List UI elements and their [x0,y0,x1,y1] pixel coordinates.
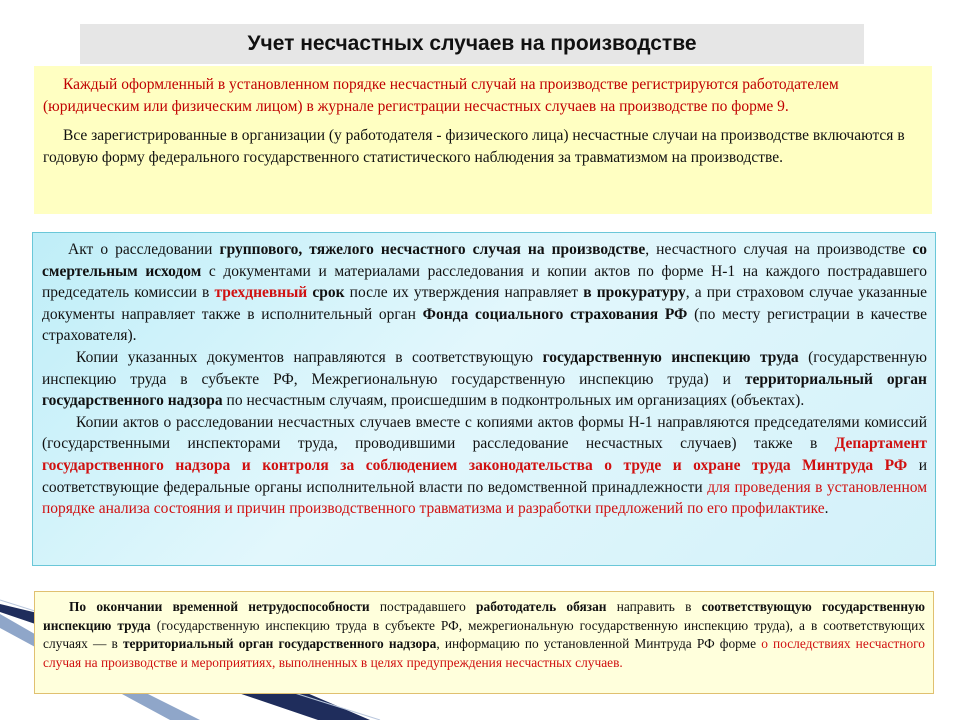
text-run-bold-red: трехдневный [214,284,308,302]
text-run: и соответствующие федеральные органы исполнительной власти по ведомственной принадлежности [42,456,927,496]
text-run: направить в [606,599,702,614]
text-run: после их утверждения направляет [344,284,584,302]
text-run-bold: в прокуратуру [583,284,686,302]
text-run-bold: работодатель обязан [476,599,607,614]
registration-paragraph: Каждый оформленный в установленном порядке несчастный случай на производстве регистрируются работодателем (юридическим или физическим лицом) в журнале регистрации несчастных случаев на производстве по форме 9. [43,76,839,115]
text-run: (государственную инспекцию труда в субъекте РФ, межрегиональную государственную инспекцию труда), а в соответствующих случаях — в [43,617,926,652]
text-run: (государственную инспекцию труда в субъекте РФ, Межрегиональную государственную инспекцию труда) и [42,348,928,388]
department-paragraph [42,412,927,520]
text-run-bold: территориальный орган государственного надзора [42,370,927,410]
text-run: Акт о расследовании [68,241,220,258]
text-run: , несчастного случая на производстве [645,241,913,258]
text-run-bold: государственную инспекцию труда [542,348,799,366]
text-run-bold: территориальный орган государственного надзора [122,636,437,652]
act-paragraph [42,239,927,347]
text-run: пострадавшего [369,599,477,614]
text-run: , а при страховом случае указанные документы направляет также в исполнительный орган [42,284,928,323]
text-run: . [824,500,829,518]
statistics-paragraph: Все зарегистрированные в организации (у работодателя - физического лица) несчастные случаи на производстве включаются в годовую форму федерального государственного статистического наблюдения за травматизмом на производстве. [43,127,905,166]
text-run-bold: со смертельным исходом [42,241,927,280]
text-run-bold: срок [312,284,345,302]
text-run-bold: группового, тяжелого несчастного случая на производстве [219,241,646,258]
disability-end-block [34,591,934,694]
investigation-block [32,232,936,566]
page-title: Учет несчастных случаев на производстве [247,32,697,55]
text-run-red: о последствиях несчастного случая на производстве и мероприятиях, выполненных в целях предупреждения несчастных случаев. [43,636,925,670]
copies-paragraph [42,347,927,412]
text-run-red: для проведения в установленном порядке анализа состояния и причин производственного травматизма и разработки предложений по его профилактике [42,478,927,518]
text-run: с документами и материалами расследования и копии актов по форме Н-1 на каждого пострадавшего председатель комиссии в [42,262,927,302]
text-run: Копии указанных документов направляются в соответствующую [76,348,543,366]
text-run-bold: По окончании временной нетрудоспособности [69,599,370,614]
text-run-bold: соответствующую государственную инспекцию труда [43,599,925,633]
text-run: , информацию по установленной Минтруда РФ форме [436,636,762,652]
text-run: (по месту регистрации в качестве страхователя). [42,305,927,345]
text-run: Копии актов о расследовании несчастных случаев вместе с копиями актов формы Н-1 направляются председателями комиссий (государственными инспекторами труда, проводившими расследование несчастных случаев) также в [42,413,927,453]
disability-paragraph [43,598,925,672]
title-bar [80,24,864,64]
text-run-bold: Фонда социального страхования РФ [422,305,688,323]
registration-block [34,66,932,214]
text-run-bold-red: Департамент государственного надзора и контроля за соблюдением законодательства о труде и охране труда Минтруда РФ [42,435,927,474]
text-run: по несчастным случаям, происшедшим в подконтрольных им организациях (объектах). [222,392,805,410]
